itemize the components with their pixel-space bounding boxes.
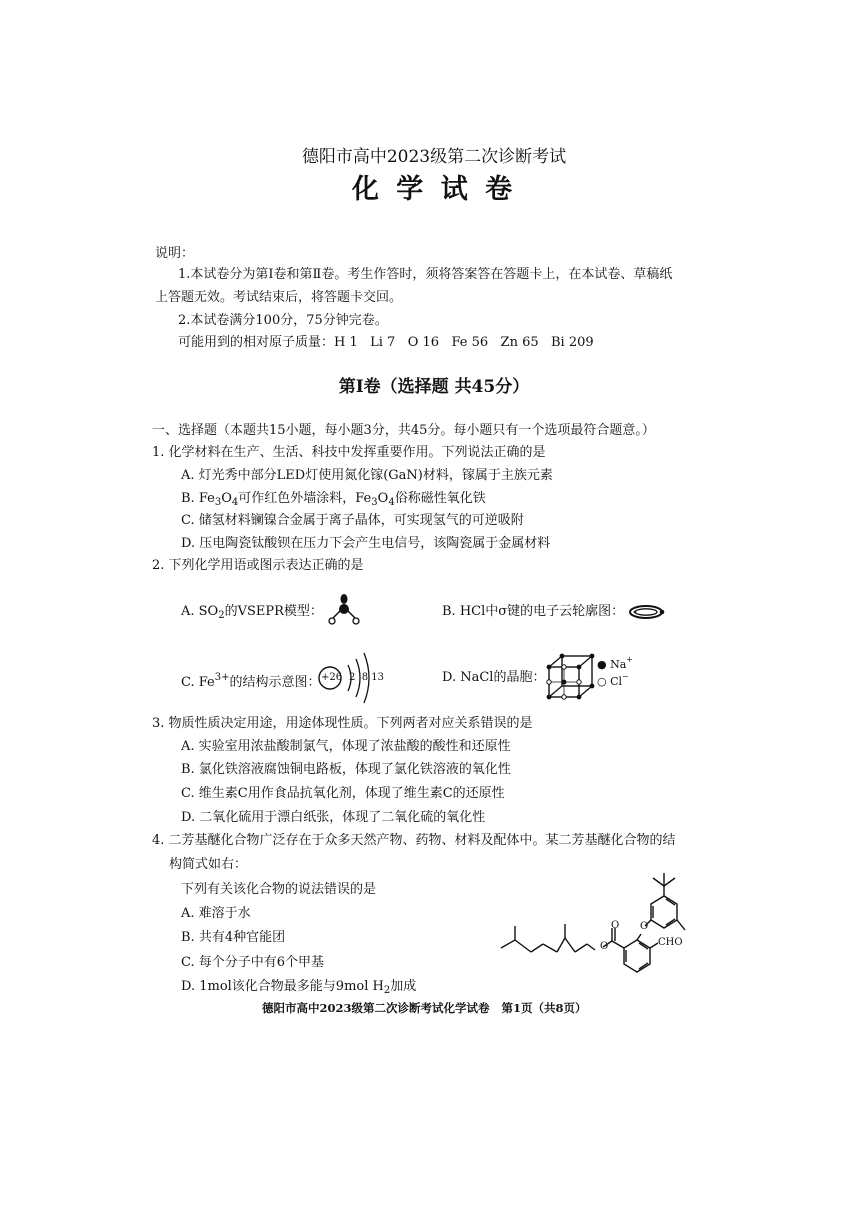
notes-label: 说明：	[155, 246, 195, 261]
atomic-masses: 可能用到的相对原子质量：H 1 Li 7 O 16 Fe 56 Zn 65 Bi 209	[178, 335, 594, 350]
notes-line-1a: 1.本试卷分为第Ⅰ卷和第Ⅱ卷。考生作答时，须将答案答在答题卡上，在本试卷、草稿纸	[178, 267, 673, 282]
nucleus-charge: +26	[321, 672, 343, 683]
page-footer: 德阳市高中2023级第二次诊断考试化学试卷 第1页（共8页）	[262, 1001, 587, 1015]
q4-stem-a: 4. 二芳基醚化合物广泛存在于众多天然产物、药物、材料及配体中。某二芳基醚化合物的结	[152, 833, 676, 848]
section-heading: 一、选择题（本题共15小题，每小题3分，共45分。每小题只有一个选项最符合题意。）	[152, 423, 655, 438]
label-ether-o: O	[640, 921, 649, 932]
diaryl-ether-structure-icon	[495, 868, 735, 998]
q4-question: 下列有关该化合物的说法错误的是	[181, 882, 377, 897]
label-cho: CHO	[658, 937, 683, 948]
q2-stem: 2. 下列化学用语或图示表达正确的是	[152, 558, 364, 573]
label-carbonyl-o: O	[611, 920, 620, 931]
q4-stem-b: 构简式如右：	[169, 857, 248, 872]
q1-option-c: C. 储氢材料镧镍合金属于离子晶体，可实现氢气的可逆吸附	[181, 513, 524, 528]
legend-na: ● Na+	[597, 655, 633, 671]
q3-option-c: C. 维生素C用作食品抗氧化剂，体现了维生素C的还原性	[181, 786, 505, 801]
q4-option-b: B. 共有4种官能团	[181, 930, 286, 945]
part1-title: 第Ⅰ卷（选择题 共45分）	[338, 377, 530, 397]
q2-option-a: A. $SO_2$的VSEPR模型：	[181, 604, 323, 621]
q3-option-a: A. 实验室用浓盐酸制氯气，体现了浓盐酸的酸性和还原性	[181, 739, 511, 754]
q2-option-b: B. HCl中σ键的电子云轮廓图：	[442, 604, 625, 619]
sigma-bond-cloud-icon	[626, 604, 670, 620]
q1-option-a: A. 灯光秀中部分LED灯使用氮化镓(GaN)材料，镓属于主族元素	[181, 468, 553, 483]
q2-option-d: D. NaCl的晶胞：	[442, 670, 546, 685]
subject-title: 化 学 试 卷	[351, 174, 517, 205]
q2-option-c: C. $Fe^{3+}$的结构示意图：	[181, 672, 321, 690]
q3-stem: 3. 物质性质决定用途，用途体现性质。下列两者对应关系错误的是	[152, 716, 533, 731]
q4-option-c: C. 每个分子中有6个甲基	[181, 955, 325, 970]
vsepr-model-icon	[326, 593, 362, 627]
q4-option-a: A. 难溶于水	[181, 906, 251, 921]
q3-option-b: B. 氯化铁溶液腐蚀铜电路板，体现了氯化铁溶液的氧化性	[181, 762, 511, 777]
nacl-unit-cell-icon	[546, 653, 598, 703]
exam-title: 德阳市高中2023级第二次诊断考试	[301, 147, 567, 167]
q1-stem: 1. 化学材料在生产、生活、科技中发挥重要作用。下列说法正确的是	[152, 445, 546, 460]
q4-option-d: D. 1mol该化合物最多能与9mol $H_2$加成	[181, 979, 417, 996]
legend-cl: ○ Cl−	[597, 672, 629, 688]
notes-line-2: 2.本试卷满分100分，75分钟完卷。	[178, 313, 388, 328]
electron-shells: 2 8 13	[349, 672, 384, 683]
notes-line-1b: 上答题无效。考试结束后，将答题卡交回。	[155, 290, 403, 305]
q3-option-d: D. 二氧化硫用于漂白纸张，体现了二氧化硫的氧化性	[181, 810, 486, 825]
q1-option-b: B. $Fe_3O_4$可作红色外墙涂料，$Fe_3O_4$俗称磁性氧化铁	[181, 491, 486, 508]
label-ester-o: O	[600, 941, 609, 952]
q1-option-d: D. 压电陶瓷钛酸钡在压力下会产生电信号，该陶瓷属于金属材料	[181, 536, 551, 551]
